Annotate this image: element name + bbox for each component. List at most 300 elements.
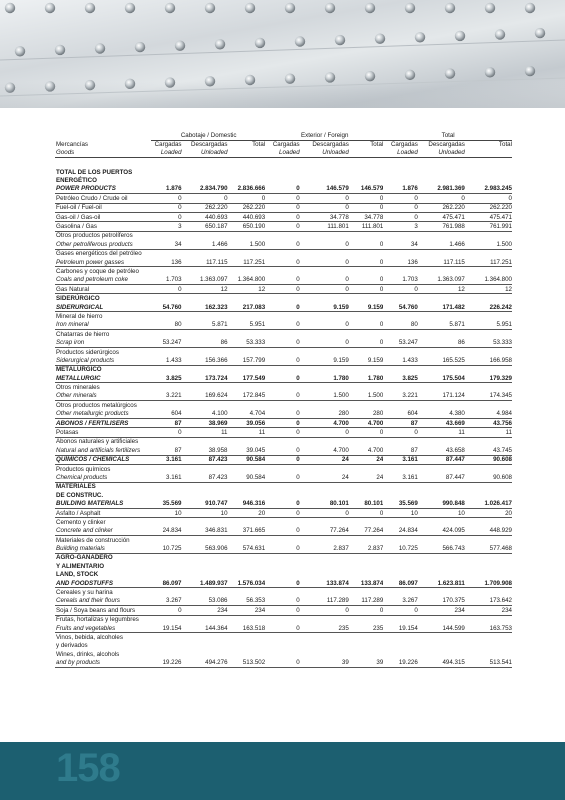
item-row <box>55 410 512 419</box>
category-total-row <box>55 455 512 464</box>
value-cell: 111.801 <box>349 222 384 231</box>
goods-label: Fruits and vegetables <box>55 624 151 633</box>
value-cell: 87 <box>383 418 418 427</box>
value-cell: 217.083 <box>228 303 266 312</box>
section-title-row <box>55 365 512 374</box>
goods-label: Otros productos metalúrgicos <box>56 401 137 409</box>
value-cell: 234 <box>228 606 266 615</box>
section-title-row <box>55 294 512 303</box>
value-cell: 0 <box>300 276 349 285</box>
goods-label: SIDERÚRGICO <box>56 295 100 303</box>
rivet-decoration <box>495 29 505 39</box>
goods-label: TOTAL DE LOS PUERTOS <box>56 168 133 176</box>
value-cell: 235 <box>300 624 349 633</box>
rivet-decoration <box>365 3 375 13</box>
item-row <box>55 321 512 330</box>
value-cell: 1.703 <box>151 276 181 285</box>
value-cell: 11 <box>228 428 266 437</box>
value-cell: 0 <box>300 508 349 517</box>
column-header-row-en <box>55 149 512 158</box>
value-cell: 3.825 <box>151 374 181 383</box>
goods-label: Wines, drinks, alcohols <box>56 650 120 658</box>
section-title-row <box>55 482 512 491</box>
rivet-decoration <box>285 3 295 13</box>
value-cell: 0 <box>265 392 300 401</box>
header-banner-image <box>0 0 565 108</box>
value-cell: 0 <box>383 428 418 437</box>
value-cell: 1.780 <box>300 374 349 383</box>
value-cell: 1.623.811 <box>418 579 465 588</box>
goods-label: Otros minerales <box>56 384 100 392</box>
value-cell: 12 <box>465 285 512 294</box>
item-row <box>55 473 512 482</box>
value-cell: 566.743 <box>418 544 465 553</box>
value-cell: 0 <box>300 285 349 294</box>
section-title-row <box>55 553 512 562</box>
value-cell: 0 <box>349 428 384 437</box>
value-cell: 173.642 <box>465 597 512 606</box>
value-cell: 0 <box>418 194 465 203</box>
value-cell: 761.988 <box>418 222 465 231</box>
goods-label: Abonos naturales y artificiales <box>56 438 139 446</box>
value-cell: 24 <box>300 455 349 464</box>
goods-label: ABONOS / FERTILISERS <box>55 418 151 427</box>
value-cell: 235 <box>349 624 384 633</box>
rivet-decoration <box>215 39 225 49</box>
value-cell: 0 <box>265 338 300 347</box>
section-title-row <box>55 168 512 176</box>
value-cell: 10 <box>182 508 228 517</box>
value-cell: 9.159 <box>300 303 349 312</box>
category-total-row <box>55 185 512 194</box>
value-cell: 171.482 <box>418 303 465 312</box>
value-cell: 20 <box>228 508 266 517</box>
rivet-decoration <box>15 46 25 56</box>
value-cell: 11 <box>418 428 465 437</box>
value-cell: 90.608 <box>465 473 512 482</box>
value-cell: 234 <box>465 606 512 615</box>
value-cell: 11 <box>465 428 512 437</box>
value-cell: 3.221 <box>151 392 181 401</box>
value-cell: 87.447 <box>418 455 465 464</box>
col-unloaded-es: Descargadas <box>428 141 465 149</box>
item-row <box>55 508 512 517</box>
group-header-row <box>55 131 512 141</box>
port-traffic-table <box>55 131 512 668</box>
item-label-row <box>55 536 512 545</box>
item-label-row <box>55 312 512 321</box>
goods-label: Y ALIMENTARIO <box>56 562 105 570</box>
value-cell: 19.154 <box>151 624 181 633</box>
item-row <box>55 356 512 365</box>
col-loaded-es: Cargadas <box>390 141 418 149</box>
goods-label: SIDERURGICAL <box>55 303 151 312</box>
value-cell: 0 <box>265 455 300 464</box>
rivet-decoration <box>445 3 455 13</box>
category-total-row <box>55 374 512 383</box>
item-label-row <box>55 249 512 258</box>
value-cell: 513.502 <box>228 658 266 667</box>
value-cell: 0 <box>349 285 384 294</box>
rivet-decoration <box>325 3 335 13</box>
value-cell: 0 <box>265 203 300 212</box>
page-number: 158 <box>56 746 120 790</box>
value-cell: 77.264 <box>300 527 349 536</box>
value-cell: 77.264 <box>349 527 384 536</box>
value-cell: 10 <box>418 508 465 517</box>
value-cell: 24.834 <box>383 527 418 536</box>
value-cell: 117.289 <box>349 597 384 606</box>
value-cell: 0 <box>300 428 349 437</box>
value-cell: 4.700 <box>349 418 384 427</box>
goods-label: Natural and artificials fertilizers <box>55 446 151 455</box>
value-cell: 0 <box>265 285 300 294</box>
rivet-decoration <box>335 35 345 45</box>
rivet-decoration <box>525 66 535 76</box>
value-cell: 136 <box>383 258 418 267</box>
col-unloaded-en: Unloaded <box>182 149 228 158</box>
value-cell: 0 <box>151 212 181 221</box>
goods-label: POWER PRODUCTS <box>55 185 151 194</box>
value-cell: 3 <box>383 222 418 231</box>
value-cell: 0 <box>265 356 300 365</box>
category-total-row <box>55 499 512 508</box>
goods-label: Vinos, bebida, alcoholes <box>56 634 123 641</box>
goods-label: BUILDING MATERIALS <box>55 499 151 508</box>
value-cell: 1.500 <box>349 392 384 401</box>
item-row <box>55 285 512 294</box>
value-cell: 0 <box>300 240 349 249</box>
value-cell: 3 <box>151 222 181 231</box>
value-cell: 2.836.666 <box>228 185 266 194</box>
value-cell: 86 <box>182 338 228 347</box>
value-cell: 144.599 <box>418 624 465 633</box>
value-cell: 0 <box>265 508 300 517</box>
value-cell: 0 <box>265 499 300 508</box>
value-cell: 0 <box>465 194 512 203</box>
value-cell: 280 <box>349 410 384 419</box>
value-cell: 448.929 <box>465 527 512 536</box>
value-cell: 910.747 <box>182 499 228 508</box>
value-cell: 0 <box>265 185 300 194</box>
value-cell: 3.161 <box>151 473 181 482</box>
goods-label: Concrete and clinker <box>55 527 151 536</box>
value-cell: 0 <box>265 606 300 615</box>
value-cell: 90.608 <box>465 455 512 464</box>
goods-label: DE CONSTRUC. <box>56 491 104 499</box>
item-label-row <box>55 615 512 624</box>
item-row <box>55 446 512 455</box>
goods-label: Gasolina / Gas <box>55 222 151 231</box>
value-cell: 0 <box>383 203 418 212</box>
value-cell: 262.220 <box>418 203 465 212</box>
value-cell: 3.825 <box>383 374 418 383</box>
item-row <box>55 428 512 437</box>
value-cell: 4.704 <box>228 410 266 419</box>
rivet-decoration <box>525 3 535 13</box>
rivet-decoration <box>245 3 255 13</box>
item-label-row <box>55 633 512 642</box>
value-cell: 5.951 <box>228 321 266 330</box>
value-cell: 3.267 <box>151 597 181 606</box>
col-unloaded-es: Descargadas <box>312 141 349 149</box>
value-cell: 10.725 <box>383 544 418 553</box>
col-unloaded-en: Unloaded <box>418 149 465 158</box>
rivet-decoration <box>535 28 545 38</box>
value-cell: 169.624 <box>182 392 228 401</box>
item-row <box>55 240 512 249</box>
value-cell: 0 <box>349 240 384 249</box>
goods-label: Asfalto / Asphalt <box>55 508 151 517</box>
section-title-row <box>55 176 512 184</box>
value-cell: 0 <box>151 606 181 615</box>
value-cell: 156.366 <box>182 356 228 365</box>
value-cell: 563.906 <box>182 544 228 553</box>
goods-label: METALLURGIC <box>55 374 151 383</box>
rivet-decoration <box>405 3 415 13</box>
value-cell: 20 <box>465 508 512 517</box>
value-cell: 0 <box>151 285 181 294</box>
item-label-row <box>55 642 512 650</box>
goods-label: METALÚRGICO <box>56 366 102 374</box>
goods-label: Cemento y clinker <box>56 518 106 526</box>
value-cell: 0 <box>300 606 349 615</box>
value-cell: 136 <box>151 258 181 267</box>
goods-label: Potasas <box>55 428 151 437</box>
value-cell: 54.760 <box>383 303 418 312</box>
value-cell: 53.086 <box>182 597 228 606</box>
value-cell: 163.753 <box>465 624 512 633</box>
value-cell: 0 <box>265 410 300 419</box>
value-cell: 0 <box>265 473 300 482</box>
goods-label: Fuel-oil / Fuel-oil <box>55 203 151 212</box>
section-title-row <box>55 562 512 570</box>
value-cell: 0 <box>265 212 300 221</box>
column-header-row-es <box>55 141 512 150</box>
value-cell: 0 <box>383 194 418 203</box>
value-cell: 5.871 <box>182 321 228 330</box>
goods-label: Cereales y su harina <box>56 589 113 597</box>
value-cell: 475.471 <box>418 212 465 221</box>
value-cell: 604 <box>151 410 181 419</box>
item-row <box>55 606 512 615</box>
value-cell: 0 <box>300 194 349 203</box>
item-label-row <box>55 588 512 597</box>
value-cell: 117.251 <box>465 258 512 267</box>
value-cell: 179.329 <box>465 374 512 383</box>
value-cell: 87 <box>151 418 181 427</box>
value-cell: 0 <box>265 303 300 312</box>
value-cell: 3.161 <box>151 455 181 464</box>
rivet-decoration <box>55 45 65 55</box>
goods-label: Other metallurgic products <box>55 410 151 419</box>
value-cell: 80 <box>383 321 418 330</box>
value-cell: 133.874 <box>349 579 384 588</box>
value-cell: 1.363.097 <box>182 276 228 285</box>
value-cell: 4.100 <box>182 410 228 419</box>
value-cell: 172.845 <box>228 392 266 401</box>
value-cell: 262.220 <box>228 203 266 212</box>
item-label-row <box>55 464 512 473</box>
value-cell: 90.584 <box>228 455 266 464</box>
value-cell: 946.316 <box>228 499 266 508</box>
col-total-es: Total <box>370 141 384 149</box>
value-cell: 87 <box>151 446 181 455</box>
goods-label: Gas Natural <box>55 285 151 294</box>
value-cell: 5.951 <box>465 321 512 330</box>
rivet-decoration <box>405 70 415 80</box>
value-cell: 5.871 <box>418 321 465 330</box>
value-cell: 173.724 <box>182 374 228 383</box>
value-cell: 19.226 <box>151 658 181 667</box>
value-cell: 53.333 <box>465 338 512 347</box>
goods-label: Frutas, hortalizas y legumbres <box>56 616 139 624</box>
rivet-decoration <box>175 41 185 51</box>
value-cell: 170.375 <box>418 597 465 606</box>
value-cell: 1.363.097 <box>418 276 465 285</box>
value-cell: 440.693 <box>182 212 228 221</box>
goods-label: Otros productos petrolíferos <box>56 232 133 240</box>
value-cell: 0 <box>265 658 300 667</box>
value-cell: 0 <box>151 203 181 212</box>
goods-label: Productos químicos <box>56 465 111 473</box>
value-cell: 2.837 <box>349 544 384 553</box>
value-cell: 86 <box>418 338 465 347</box>
value-cell: 0 <box>349 606 384 615</box>
value-cell: 117.289 <box>300 597 349 606</box>
value-cell: 10 <box>383 508 418 517</box>
value-cell: 0 <box>265 418 300 427</box>
goods-label: LAND, STOCK <box>56 571 99 579</box>
value-cell: 117.251 <box>228 258 266 267</box>
value-cell: 0 <box>265 624 300 633</box>
value-cell: 0 <box>300 203 349 212</box>
value-cell: 2.834.790 <box>182 185 228 194</box>
value-cell: 4.700 <box>349 446 384 455</box>
value-cell: 1.026.417 <box>465 499 512 508</box>
rivet-decoration <box>85 3 95 13</box>
value-cell: 424.095 <box>418 527 465 536</box>
col-total-en <box>349 149 384 158</box>
value-cell: 35.569 <box>383 499 418 508</box>
rivet-decoration <box>375 34 385 44</box>
value-cell: 9.159 <box>300 356 349 365</box>
value-cell: 0 <box>383 212 418 221</box>
col-goods-en: Goods <box>55 149 151 158</box>
value-cell: 86.097 <box>383 579 418 588</box>
item-row <box>55 258 512 267</box>
value-cell: 2.837 <box>300 544 349 553</box>
value-cell: 38.958 <box>182 446 228 455</box>
value-cell: 1.433 <box>151 356 181 365</box>
value-cell: 0 <box>349 203 384 212</box>
value-cell: 162.323 <box>182 303 228 312</box>
value-cell: 0 <box>151 428 181 437</box>
item-label-row <box>55 231 512 240</box>
col-total-en <box>465 149 512 158</box>
col-loaded-en: Loaded <box>265 149 300 158</box>
value-cell: 0 <box>349 508 384 517</box>
value-cell: 226.242 <box>465 303 512 312</box>
goods-label: AGRO-GANADERO <box>56 554 113 562</box>
value-cell: 262.220 <box>465 203 512 212</box>
item-row <box>55 624 512 633</box>
item-row <box>55 222 512 231</box>
value-cell: 24 <box>349 473 384 482</box>
value-cell: 146.579 <box>349 185 384 194</box>
value-cell: 990.848 <box>418 499 465 508</box>
goods-label: Other minerals <box>55 392 151 401</box>
value-cell: 1.876 <box>151 185 181 194</box>
value-cell: 1.489.937 <box>182 579 228 588</box>
value-cell: 0 <box>265 597 300 606</box>
value-cell: 11 <box>182 428 228 437</box>
item-label-row <box>55 401 512 410</box>
value-cell: 346.831 <box>182 527 228 536</box>
item-row <box>55 392 512 401</box>
value-cell: 53.247 <box>151 338 181 347</box>
value-cell: 1.500 <box>228 240 266 249</box>
value-cell: 440.693 <box>228 212 266 221</box>
col-loaded-es: Cargadas <box>154 141 182 149</box>
group-total: Total <box>383 131 512 141</box>
value-cell: 0 <box>265 222 300 231</box>
value-cell: 133.874 <box>300 579 349 588</box>
value-cell: 175.504 <box>418 374 465 383</box>
value-cell: 0 <box>265 428 300 437</box>
value-cell: 4.380 <box>418 410 465 419</box>
col-total-en <box>228 149 266 158</box>
goods-label: Coals and petroleum coke <box>55 276 151 285</box>
value-cell: 3.221 <box>383 392 418 401</box>
rivet-decoration <box>455 31 465 41</box>
value-cell: 111.801 <box>300 222 349 231</box>
value-cell: 0 <box>265 527 300 536</box>
value-cell: 117.115 <box>182 258 228 267</box>
col-loaded-es: Cargadas <box>272 141 300 149</box>
spacer-row <box>55 158 512 169</box>
value-cell: 1.876 <box>383 185 418 194</box>
value-cell: 0 <box>151 194 181 203</box>
rivet-decoration <box>165 3 175 13</box>
item-label-row <box>55 383 512 392</box>
goods-label: Siderurgical products <box>55 356 151 365</box>
value-cell: 494.276 <box>182 658 228 667</box>
col-loaded-en: Loaded <box>151 149 181 158</box>
goods-label: Petroleum power gasses <box>55 258 151 267</box>
item-label-row <box>55 267 512 276</box>
value-cell: 0 <box>265 579 300 588</box>
goods-label: MATERIALES <box>56 483 96 491</box>
value-cell: 53.333 <box>228 338 266 347</box>
value-cell: 39.056 <box>228 418 266 427</box>
value-cell: 0 <box>383 606 418 615</box>
value-cell: 0 <box>265 321 300 330</box>
goods-label: Iron mineral <box>55 321 151 330</box>
value-cell: 117.115 <box>418 258 465 267</box>
value-cell: 9.159 <box>349 356 384 365</box>
category-total-row <box>55 579 512 588</box>
value-cell: 574.631 <box>228 544 266 553</box>
value-cell: 43.658 <box>418 446 465 455</box>
value-cell: 0 <box>228 194 266 203</box>
rivet-decoration <box>125 3 135 13</box>
item-row <box>55 544 512 553</box>
value-cell: 87.447 <box>418 473 465 482</box>
goods-label: AND FOODSTUFFS <box>55 579 151 588</box>
rivet-decoration <box>415 32 425 42</box>
value-cell: 19.154 <box>383 624 418 633</box>
